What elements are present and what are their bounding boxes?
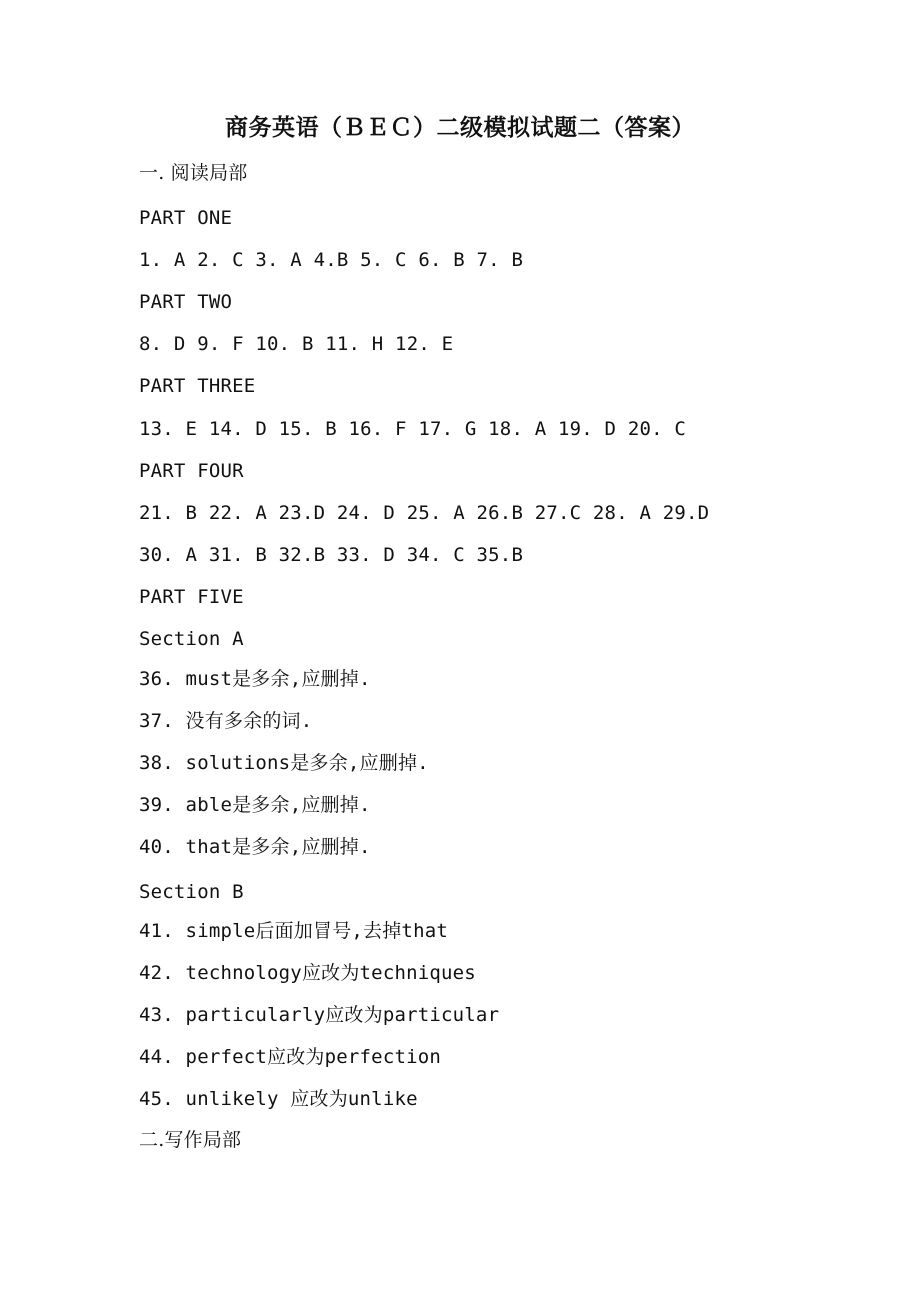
part-four-answers-line2: 30. A 31. B 32.B 33. D 34. C 35.B [139, 544, 524, 566]
section-b-item: 44. perfect应改为perfection [139, 1046, 442, 1068]
section-a-heading: Section A [139, 628, 244, 650]
section-a-item: 39. able是多余,应删掉. [139, 794, 371, 816]
section-b-item: 45. unlikely 应改为unlike [139, 1088, 418, 1110]
part-one-heading: PART ONE [139, 207, 233, 229]
section-a-item: 36. must是多余,应删掉. [139, 668, 371, 690]
page-title: 商务英语（ＢＥＣ）二级模拟试题二（答案） [225, 114, 695, 141]
section-b-item: 42. technology应改为techniques [139, 962, 476, 984]
section-a-item: 37. 没有多余的词. [139, 710, 313, 732]
section-a-item: 40. that是多余,应删掉. [139, 836, 371, 858]
section-a-item: 38. solutions是多余,应删掉. [139, 752, 429, 774]
part-one-answers: 1. A 2. C 3. A 4.B 5. C 6. B 7. B [139, 249, 524, 271]
section-b-item: 43. particularly应改为particular [139, 1004, 500, 1026]
part-two-answers: 8. D 9. F 10. B 11. H 12. E [139, 333, 454, 355]
section-b-heading: Section B [139, 881, 244, 903]
part-four-heading: PART FOUR [139, 460, 244, 482]
section-heading-writing: 二.写作局部 [139, 1129, 242, 1151]
part-five-heading: PART FIVE [139, 586, 244, 608]
part-three-answers: 13. E 14. D 15. B 16. F 17. G 18. A 19. D 20. C [139, 418, 687, 440]
part-three-heading: PART THREE [139, 375, 256, 397]
part-four-answers-line1: 21. B 22. A 23.D 24. D 25. A 26.B 27.C 28. A 29.D [139, 502, 710, 524]
section-heading-reading: 一. 阅读局部 [139, 162, 248, 184]
part-two-heading: PART TWO [139, 291, 233, 313]
section-b-item: 41. simple后面加冒号,去掉that [139, 920, 448, 942]
